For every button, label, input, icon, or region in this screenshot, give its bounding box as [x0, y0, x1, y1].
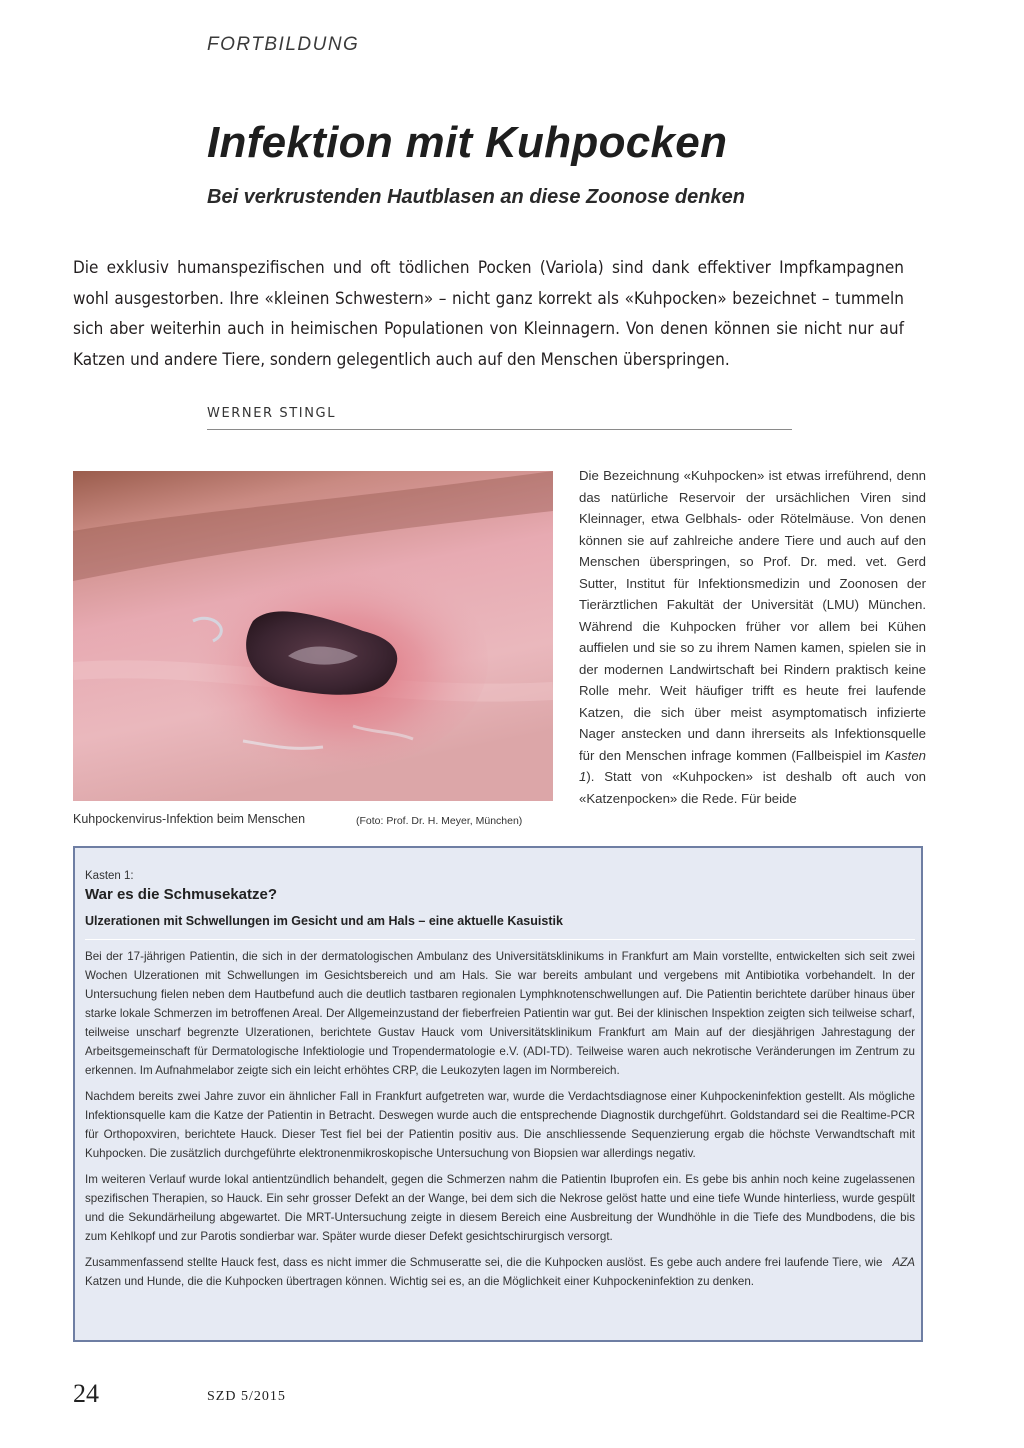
body-text-box-reference: Kasten 1	[579, 747, 926, 784]
body-text-column	[579, 465, 926, 809]
section-label: FORTBILDUNG	[207, 34, 360, 55]
body-text-part-1: Die Bezeichnung «Kuhpocken» ist etwas irreführend, denn das natürliche Reservoir der ursächlichen Viren sind Kleinnager, etwa Gelbhals- oder Rötelmäuse. Von denen können sie auf zahlreiche andere Tiere und auch auf den Menschen überspringen, so Prof. Dr. med. vet. Gerd Sutter, Institut für Infektionsmedizin und Zoonosen der Tierärztlichen Fakultät der Universität (LMU) München. Während die Kuhpocken früher vor allem bei Kühen auffielen und sie so zu ihrem Namen kamen, spielen sie in der modernen Landwirtschaft bei Rindern praktisch keine Rolle mehr. Weit häufiger trifft es heute frei laufende Katzen, die sich über meist asymptomatisch infizierte Nager anstecken und dann ihrerseits als Infektionsquelle für den Menschen infrage kommen (Fallbeispiel im	[579, 468, 926, 763]
box-rule	[85, 939, 915, 940]
page-number: 24	[73, 1379, 99, 1408]
lesion-illustration	[73, 471, 553, 801]
box-title: War es die Schmusekatze?	[85, 886, 278, 903]
case-report-box	[73, 846, 923, 1342]
article-subtitle: Bei verkrustenden Hautblasen an diese Zoonose denken	[207, 186, 745, 208]
skin-lesion-photo	[73, 471, 553, 801]
lead-paragraph: Die exklusiv humanspezifischen und oft tödlichen Pocken (Variola) sind dank effektiver Impfkampagnen wohl ausgestorben. Ihre «kleinen Schwestern» – nicht ganz korrekt als «Kuhpocken» bezeichnet – tummeln sich aber weiterhin auch in heimischen Populationen von Kleinnagern. Von denen können sie nicht nur auf Katzen und andere Tiere, sondern gelegentlich auch auf den Menschen überspringen.	[73, 258, 904, 370]
journal-issue: SZD 5/2015	[207, 1389, 286, 1404]
box-paragraph: Im weiteren Verlauf wurde lokal antientzündlich behandelt, gegen die Schmerzen nahm die Patientin Ibuprofen ein. Es gebe bis anhin noch keine zugelassenen spezifischen Therapien, so Hauck. Ein sehr grosser Defekt an der Wange, bei dem sich die Nekrose gelöst hatte und eine tiefe Wunde hinterliess, wurde gespült und die Sekundärheilung abgewartet. Die MRT-Untersuchung zeigte in diesem Bereich eine Ausbreitung der Wundhöhle in die Tiefe des Mundbodens, die bis zum Kehlkopf und zur Parotis sondierbar war. Später wurde dieser Defekt gesichtschirurgisch versorgt.	[85, 1173, 915, 1243]
box-paragraph-last	[85, 1253, 915, 1291]
figure-caption: Kuhpockenvirus-Infektion beim Menschen	[73, 812, 306, 826]
article-title: Infektion mit Kuhpocken	[207, 118, 728, 167]
box-paragraph: Bei der 17-jährigen Patientin, die sich in der dermatologischen Ambulanz des Universitätsklinikums in Frankfurt am Main vorstellte, entwickelten sich seit zwei Wochen Ulzerationen mit Schwellungen im Gesichtsbereich und am Hals. Sie war bereits ambulant und vergebens mit Antibiotika vorbehandelt. In der Untersuchung fielen neben dem Hautbefund auch die deutlich tastbaren regionalen Lymphknotenschwellungen auf. Die Patientin berichtete darüber hinaus über starke lokale Schmerzen im betroffenen Areal. Der Allgemeinzustand der fieberfreien Patientin war gut. Bei der klinischen Inspektion zeigten sich teilweise scharf, teilweise unscharf begrenzte Ulzerationen, berichtete Gustav Hauck vom Universitätsklinikum Frankfurt am Main auf der diesjährigen Jahrestagung der Arbeitsgemeinschaft für Dermatologische Infektiologie und Tropendermatologie e.V. (ADI-TD). Teilweise waren auch nekrotische Veränderungen im Zentrum zu erkennen. Im Aufnahmelabor zeigte sich ein leicht erhöhtes CRP, die Leukozyten lagen im Normbereich.	[85, 950, 915, 1077]
author-byline: WERNER STINGL	[207, 406, 337, 421]
box-kicker: Kasten 1:	[85, 870, 134, 882]
box-body	[85, 947, 915, 1298]
box-paragraph: Nachdem bereits zwei Jahre zuvor ein ähnlicher Fall in Frankfurt aufgetreten war, wurde die Verdachtsdiagnose einer Kuhpockeninfektion gestellt. Als mögliche Infektionsquelle kam die Katze der Patientin in Betracht. Deswegen wurde auch die entsprechende Diagnostik durchgeführt. Goldstandard sei die Realtime-PCR für Orthopoxviren, berichtete Hauck. Dieser Test fiel bei der Patientin positiv aus. Die anschliessende Sequenzierung ergab die höchste Verwandtschaft mit Kuhpocken. Die zusätzlich durchgeführte elektronenmikroskopische Untersuchung von Biopsien war allerdings negativ.	[85, 1090, 915, 1160]
byline-rule	[207, 429, 792, 430]
box-signature: AZA	[892, 1256, 915, 1269]
box-subtitle: Ulzerationen mit Schwellungen im Gesicht und am Hals – eine aktuelle Kasuistik	[85, 914, 563, 928]
box-paragraph-text: Zusammenfassend stellte Hauck fest, dass es nicht immer die Schmuseratte sei, die die Kuhpocken auslöst. Es gebe auch andere frei laufende Tiere, wie Katzen und Hunde, die die Kuhpocken übertragen können. Wichtig sei es, an die Möglichkeit einer Kuhpockeninfektion zu denken.	[85, 1256, 883, 1288]
photo-credit: (Foto: Prof. Dr. H. Meyer, München)	[356, 815, 523, 827]
body-text-part-2: ). Statt von «Kuhpocken» ist deshalb oft auch von «Katzenpocken» die Rede. Für beide	[579, 769, 926, 806]
